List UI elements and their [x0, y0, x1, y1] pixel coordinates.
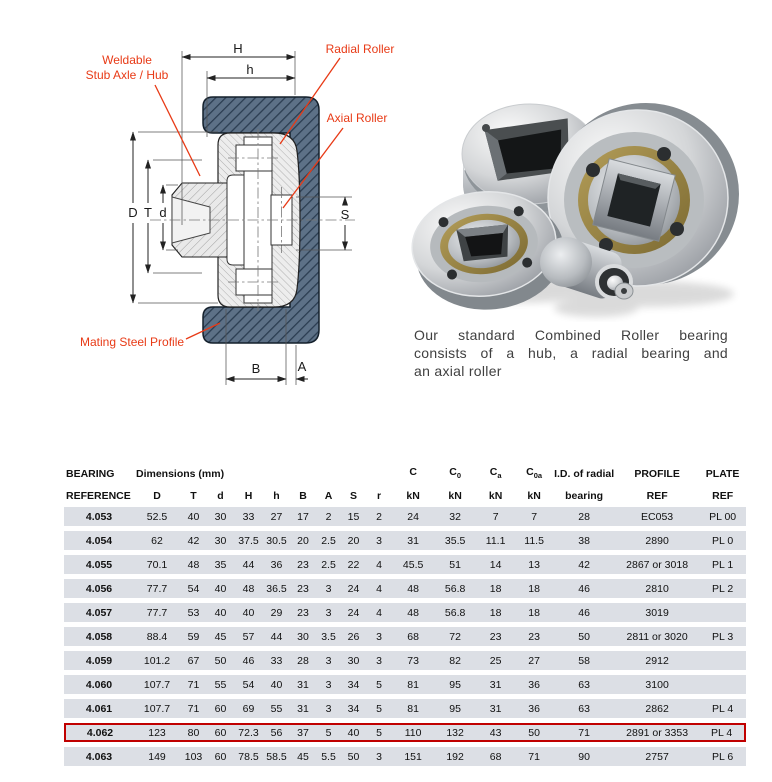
header-row-1: [64, 463, 746, 480]
cell-S: 30: [341, 651, 366, 670]
cell-id-radial: 58: [553, 651, 615, 670]
cell-S: 34: [341, 699, 366, 718]
header-plate: PLATE: [705, 468, 740, 480]
cell-S: 24: [341, 579, 366, 598]
cell-Ca: 11.1: [476, 531, 515, 550]
cell-H: 57: [234, 627, 263, 646]
bearing-table-section: [64, 458, 748, 771]
cell-C0: 35.5: [434, 531, 476, 550]
cell-reference: 4.058: [64, 627, 134, 646]
cell-D: 70.1: [134, 555, 180, 574]
cell-H: 78.5: [234, 747, 263, 766]
cell-B: 45: [290, 747, 316, 766]
cell-A: 3: [316, 699, 341, 718]
cell-C0: 56.8: [434, 579, 476, 598]
header-plate-ref: REF: [712, 490, 734, 502]
table-row: [64, 723, 746, 742]
cell-Ca: 31: [476, 699, 515, 718]
cell-H: 48: [234, 579, 263, 598]
table-row: [64, 675, 746, 694]
header-id-radial: I.D. of radial: [554, 468, 615, 480]
cell-A: 3.5: [316, 627, 341, 646]
caption-line: consists of a hub, a radial bearing and: [414, 345, 728, 362]
cell-T: 59: [180, 627, 207, 646]
cell-r: 3: [366, 531, 392, 550]
cell-C0a: 11.5: [515, 531, 553, 550]
cell-d: 40: [207, 579, 234, 598]
cell-profile-ref: 2811 or 3020: [615, 627, 699, 646]
cell-profile-ref: EC053: [615, 507, 699, 526]
cell-C: 81: [392, 699, 434, 718]
cell-id-radial: 50: [553, 627, 615, 646]
cell-C0a: 13: [515, 555, 553, 574]
header-C0a: $C_{0a}$: [526, 465, 543, 480]
cell-H: 46: [234, 651, 263, 670]
cell-Ca: 23: [476, 627, 515, 646]
cell-C: 48: [392, 603, 434, 622]
cell-reference: 4.062: [64, 723, 134, 742]
cell-C0: 51: [434, 555, 476, 574]
header-profile-ref: REF: [646, 490, 668, 502]
cell-C0a: 36: [515, 675, 553, 694]
cell-T: 80: [180, 723, 207, 742]
bearing-table: [64, 458, 746, 771]
cell-C: 151: [392, 747, 434, 766]
cell-h: 27: [263, 507, 290, 526]
cell-D: 107.7: [134, 675, 180, 694]
dim-D: D: [128, 205, 138, 220]
cell-A: 3: [316, 675, 341, 694]
cell-plate-ref: [699, 603, 746, 622]
cell-profile-ref: 2891 or 3353: [615, 723, 699, 742]
cell-B: 23: [290, 603, 316, 622]
label-weldable-line1: Weldable: [102, 53, 152, 67]
label-axial-roller: Axial Roller: [326, 111, 388, 125]
cell-S: 50: [341, 747, 366, 766]
cell-C0: 132: [434, 723, 476, 742]
cell-H: 69: [234, 699, 263, 718]
cell-h: 58.5: [263, 747, 290, 766]
cell-Ca: 7: [476, 507, 515, 526]
header-dim-r: r: [377, 490, 382, 502]
cell-r: 5: [366, 675, 392, 694]
cell-Ca: 18: [476, 579, 515, 598]
cell-h: 30.5: [263, 531, 290, 550]
header-kN-Ca: kN: [488, 490, 503, 502]
cell-r: 3: [366, 627, 392, 646]
cell-d: 45: [207, 627, 234, 646]
cell-Ca: 43: [476, 723, 515, 742]
dim-B: B: [251, 361, 261, 376]
table-row: [64, 651, 746, 670]
cell-B: 37: [290, 723, 316, 742]
cell-r: 5: [366, 723, 392, 742]
cell-C0: 32: [434, 507, 476, 526]
hub-bolt-hole: [482, 124, 490, 132]
cell-profile-ref: 2757: [615, 747, 699, 766]
table-row: [64, 531, 746, 550]
dim-d: d: [159, 205, 167, 220]
cell-C0a: 18: [515, 579, 553, 598]
cell-id-radial: 42: [553, 555, 615, 574]
header-id-bearing: bearing: [565, 490, 604, 502]
cell-r: 3: [366, 747, 392, 766]
cell-C0: 72: [434, 627, 476, 646]
cell-reference: 4.063: [64, 747, 134, 766]
cell-plate-ref: [699, 675, 746, 694]
cell-T: 54: [180, 579, 207, 598]
header-dim-D: D: [153, 490, 161, 502]
cell-r: 2: [366, 507, 392, 526]
cell-reference: 4.054: [64, 531, 134, 550]
cell-S: 40: [341, 723, 366, 742]
header-dim-S: S: [349, 490, 357, 502]
cell-B: 17: [290, 507, 316, 526]
cell-d: 30: [207, 531, 234, 550]
cell-H: 44: [234, 555, 263, 574]
cell-d: 35: [207, 555, 234, 574]
header-dim-T: T: [190, 490, 197, 502]
cell-C0a: 18: [515, 603, 553, 622]
cell-r: 4: [366, 603, 392, 622]
cell-C0a: 71: [515, 747, 553, 766]
cell-C: 73: [392, 651, 434, 670]
cell-id-radial: 63: [553, 699, 615, 718]
cell-A: 2.5: [316, 531, 341, 550]
product-photo: [400, 82, 772, 322]
caption-line: an axial roller: [414, 363, 502, 380]
cell-D: 107.7: [134, 699, 180, 718]
cell-B: 20: [290, 531, 316, 550]
dim-A: A: [297, 359, 307, 374]
cell-B: 23: [290, 555, 316, 574]
cell-A: 5: [316, 723, 341, 742]
cell-profile-ref: 2810: [615, 579, 699, 598]
cell-H: 40: [234, 603, 263, 622]
cell-plate-ref: PL 6: [699, 747, 746, 766]
header-C: C: [409, 465, 417, 478]
cell-B: 31: [290, 699, 316, 718]
cell-d: 55: [207, 675, 234, 694]
header-kN-C0a: kN: [527, 490, 541, 502]
table-row: [64, 579, 746, 598]
cell-A: 5.5: [316, 747, 341, 766]
table-row: [64, 603, 746, 622]
table-body: [64, 507, 746, 766]
header-dim-A: A: [324, 490, 333, 502]
table-row: [64, 555, 746, 574]
cell-h: 29: [263, 603, 290, 622]
cell-D: 77.7: [134, 603, 180, 622]
cell-d: 30: [207, 507, 234, 526]
cell-h: 55: [263, 699, 290, 718]
cell-T: 71: [180, 675, 207, 694]
header-profile: PROFILE: [634, 468, 680, 480]
cell-T: 48: [180, 555, 207, 574]
cell-D: 62: [134, 531, 180, 550]
cell-profile-ref: 2867 or 3018: [615, 555, 699, 574]
header-kN-C: kN: [406, 490, 420, 502]
cell-C0a: 27: [515, 651, 553, 670]
cell-d: 40: [207, 603, 234, 622]
photo-caption: [414, 326, 728, 381]
cell-r: 4: [366, 555, 392, 574]
cell-S: 15: [341, 507, 366, 526]
cell-plate-ref: PL 0: [699, 531, 746, 550]
cell-C: 110: [392, 723, 434, 742]
cell-C: 81: [392, 675, 434, 694]
cell-D: 77.7: [134, 579, 180, 598]
cell-reference: 4.060: [64, 675, 134, 694]
header-dim-B: B: [299, 490, 307, 502]
cell-h: 33: [263, 651, 290, 670]
dim-T: T: [144, 205, 152, 220]
cell-d: 60: [207, 747, 234, 766]
cell-B: 28: [290, 651, 316, 670]
cell-id-radial: 28: [553, 507, 615, 526]
cell-T: 103: [180, 747, 207, 766]
table-row: [64, 747, 746, 766]
cell-A: 2.5: [316, 555, 341, 574]
header-dim-H: H: [244, 490, 253, 502]
cell-B: 23: [290, 579, 316, 598]
cell-plate-ref: PL 4: [699, 699, 746, 718]
cell-h: 36.5: [263, 579, 290, 598]
cell-T: 67: [180, 651, 207, 670]
cell-Ca: 68: [476, 747, 515, 766]
table-row: [64, 627, 746, 646]
header-dimensions: Dimensions (mm): [136, 468, 225, 480]
cell-T: 71: [180, 699, 207, 718]
technical-diagram: [50, 25, 400, 415]
cell-d: 50: [207, 651, 234, 670]
cell-H: 72.3: [234, 723, 263, 742]
header-row-2: [64, 485, 746, 502]
cell-C0a: 7: [515, 507, 553, 526]
label-mating-profile: Mating Steel Profile: [80, 335, 185, 349]
cell-S: 20: [341, 531, 366, 550]
cell-d: 60: [207, 699, 234, 718]
cell-plate-ref: PL 3: [699, 627, 746, 646]
cell-h: 40: [263, 675, 290, 694]
cell-id-radial: 38: [553, 531, 615, 550]
cell-reference: 4.055: [64, 555, 134, 574]
cell-id-radial: 90: [553, 747, 615, 766]
cell-C0: 95: [434, 699, 476, 718]
cell-reference: 4.053: [64, 507, 134, 526]
cell-plate-ref: PL 00: [699, 507, 746, 526]
cell-Ca: 25: [476, 651, 515, 670]
cell-C: 31: [392, 531, 434, 550]
table-row: [64, 699, 746, 718]
dim-S: S: [340, 207, 350, 222]
cell-D: 123: [134, 723, 180, 742]
cell-profile-ref: 3100: [615, 675, 699, 694]
cell-id-radial: 46: [553, 579, 615, 598]
cell-profile-ref: 2862: [615, 699, 699, 718]
cell-reference: 4.059: [64, 651, 134, 670]
cell-id-radial: 71: [553, 723, 615, 742]
cell-C: 68: [392, 627, 434, 646]
cell-profile-ref: 3019: [615, 603, 699, 622]
cell-S: 34: [341, 675, 366, 694]
cell-C0: 192: [434, 747, 476, 766]
label-weldable-line2: Stub Axle / Hub: [85, 68, 169, 82]
cell-h: 44: [263, 627, 290, 646]
header-kN-C0: kN: [448, 490, 462, 502]
cell-d: 60: [207, 723, 234, 742]
cell-profile-ref: 2912: [615, 651, 699, 670]
cell-h: 56: [263, 723, 290, 742]
header-reference: REFERENCE: [66, 490, 131, 502]
cell-r: 4: [366, 579, 392, 598]
table-row: [64, 507, 746, 526]
cell-D: 88.4: [134, 627, 180, 646]
cell-reference: 4.057: [64, 603, 134, 622]
cell-S: 22: [341, 555, 366, 574]
cell-B: 30: [290, 627, 316, 646]
cell-H: 33: [234, 507, 263, 526]
cell-A: 3: [316, 651, 341, 670]
cell-C0: 95: [434, 675, 476, 694]
cell-A: 3: [316, 579, 341, 598]
cell-T: 42: [180, 531, 207, 550]
cell-id-radial: 46: [553, 603, 615, 622]
cell-A: 2: [316, 507, 341, 526]
cell-C: 24: [392, 507, 434, 526]
cell-C0a: 50: [515, 723, 553, 742]
cell-D: 149: [134, 747, 180, 766]
cell-plate-ref: PL 2: [699, 579, 746, 598]
cell-reference: 4.056: [64, 579, 134, 598]
header-Ca: $C_a$: [489, 465, 502, 480]
cell-S: 24: [341, 603, 366, 622]
header-bearing: BEARING: [66, 468, 115, 480]
cell-C0a: 23: [515, 627, 553, 646]
label-radial-roller: Radial Roller: [325, 42, 395, 56]
cell-plate-ref: [699, 651, 746, 670]
cell-profile-ref: 2890: [615, 531, 699, 550]
cell-id-radial: 63: [553, 675, 615, 694]
cell-C: 48: [392, 579, 434, 598]
header-dim-h: h: [273, 490, 280, 502]
table-header: [64, 463, 746, 502]
header-C0: $C_0$: [449, 465, 461, 480]
cell-Ca: 14: [476, 555, 515, 574]
cell-r: 5: [366, 699, 392, 718]
cell-reference: 4.061: [64, 699, 134, 718]
header-dim-d: d: [217, 490, 224, 502]
cell-plate-ref: PL 4: [699, 723, 746, 742]
cell-A: 3: [316, 603, 341, 622]
cell-r: 3: [366, 651, 392, 670]
cell-C0a: 36: [515, 699, 553, 718]
cell-H: 37.5: [234, 531, 263, 550]
cell-C: 45.5: [392, 555, 434, 574]
cell-C0: 56.8: [434, 603, 476, 622]
cell-D: 52.5: [134, 507, 180, 526]
dim-H: H: [233, 41, 243, 56]
cell-Ca: 31: [476, 675, 515, 694]
cell-S: 26: [341, 627, 366, 646]
cell-plate-ref: PL 1: [699, 555, 746, 574]
cell-T: 53: [180, 603, 207, 622]
cell-T: 40: [180, 507, 207, 526]
cell-D: 101.2: [134, 651, 180, 670]
cell-h: 36: [263, 555, 290, 574]
caption-line: Our standard Combined Roller bearing: [414, 327, 728, 343]
cell-B: 31: [290, 675, 316, 694]
cell-C0: 82: [434, 651, 476, 670]
cell-H: 54: [234, 675, 263, 694]
cell-Ca: 18: [476, 603, 515, 622]
dim-h: h: [246, 62, 254, 77]
